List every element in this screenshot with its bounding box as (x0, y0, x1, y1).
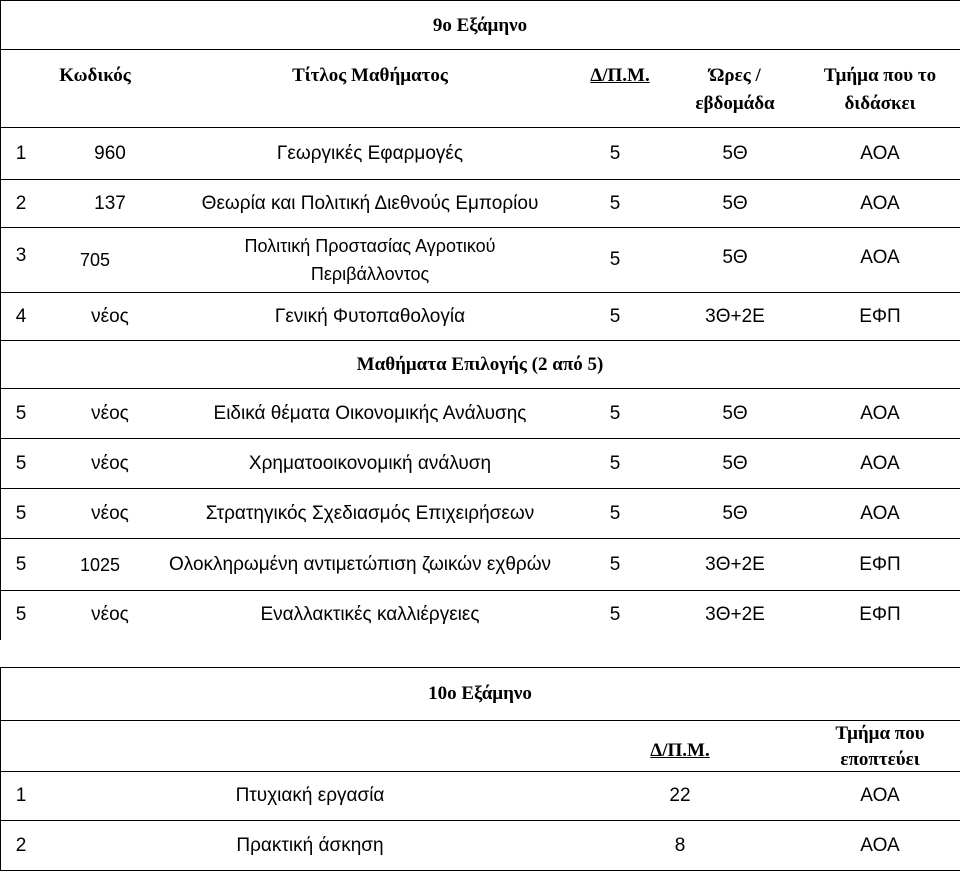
course-ects: 5 (609, 553, 621, 575)
course-department: ΑΟΑ (860, 192, 900, 214)
row-number: 3 (15, 245, 27, 266)
course-title: Εναλλακτικές καλλιέργειες (260, 603, 480, 625)
row-number: 5 (15, 553, 27, 575)
header-department-line2: εποπτεύει (840, 749, 920, 770)
course-title: Γενική Φυτοπαθολογία (274, 305, 466, 327)
course-ects: 5 (609, 603, 621, 625)
course-ects: 5 (609, 249, 621, 270)
semester-10-title: 10ο Εξάμηνο (428, 683, 532, 704)
course-ects: 5 (609, 142, 621, 164)
header-department-line1: Τμήμα που (835, 723, 925, 744)
header-ects: Δ/Π.Μ. (590, 65, 650, 86)
course-department: ΑΟΑ (860, 834, 900, 856)
course-title: Ολοκληρωμένη αντιμετώπιση ζωικών εχθρών (168, 553, 552, 575)
header-hours-line1: Ώρες / (709, 65, 761, 86)
header-code: Κωδικός (59, 65, 131, 86)
course-ects: 5 (609, 502, 621, 524)
course-department: ΕΦΠ (859, 553, 901, 575)
course-code: νέος (91, 305, 129, 327)
course-code: νέος (91, 402, 129, 424)
row-number: 5 (15, 502, 27, 524)
row-number: 2 (15, 192, 27, 214)
course-department: ΑΟΑ (860, 402, 900, 424)
course-code: νέος (91, 502, 129, 524)
header-hours (650, 62, 820, 118)
course-title: Πτυχιακή εργασία (235, 785, 385, 806)
course-department: ΕΦΠ (859, 305, 901, 327)
course-hours: 5Θ (722, 502, 748, 524)
row-number: 5 (15, 603, 27, 625)
course-title: Γεωργικές Εφαρμογές (276, 142, 464, 164)
course-hours: 3Θ+2Ε (705, 603, 765, 625)
course-title: Πρακτική άσκηση (236, 834, 384, 856)
course-ects: 5 (609, 305, 621, 327)
electives-title: Μαθήματα Επιλογής (2 από 5) (356, 353, 604, 375)
course-hours: 5Θ (722, 142, 748, 164)
semester-9-title: 9ο Εξάμηνο (432, 14, 528, 36)
course-code: 137 (94, 192, 126, 214)
course-code: 960 (94, 142, 126, 164)
border (0, 0, 960, 1)
row-number: 5 (15, 452, 27, 474)
course-hours: 5Θ (722, 247, 748, 268)
course-ects: 5 (609, 402, 621, 424)
course-department: ΑΟΑ (860, 142, 900, 164)
header-department-line2: διδάσκει (844, 93, 916, 114)
header-department (800, 721, 960, 773)
course-title: Στρατηγικός Σχεδιασμός Επιχειρήσεων (205, 502, 535, 524)
course-hours: 5Θ (722, 452, 748, 474)
course-department: ΑΟΑ (860, 785, 900, 806)
course-code: 705 (79, 250, 111, 270)
course-ects: 22 (669, 785, 691, 806)
row-number: 2 (15, 834, 27, 856)
course-hours: 5Θ (722, 402, 748, 424)
course-department: ΑΟΑ (860, 247, 900, 268)
course-ects: 5 (609, 192, 621, 214)
header-ects: Δ/Π.Μ. (650, 740, 710, 761)
header-department-line1: Τμήμα που το (823, 65, 937, 86)
course-title: Χρηματοοικονομική ανάλυση (248, 452, 492, 474)
course-title-line2: Περιβάλλοντος (310, 264, 430, 284)
border (0, 870, 960, 871)
border (0, 0, 1, 640)
course-code: νέος (91, 603, 129, 625)
course-code: 1025 (79, 554, 121, 575)
course-title: Ειδικά θέματα Οικονομικής Ανάλυσης (213, 402, 527, 424)
course-title-line1: Πολιτική Προστασίας Αγροτικού (244, 236, 496, 256)
header-hours-line2: εβδομάδα (695, 93, 775, 114)
course-department: ΕΦΠ (859, 603, 901, 625)
course-title (180, 232, 560, 288)
course-ects: 8 (674, 834, 686, 856)
course-hours: 5Θ (722, 192, 748, 214)
row-number: 1 (15, 142, 27, 164)
course-ects: 5 (609, 452, 621, 474)
course-title: Θεωρία και Πολιτική Διεθνούς Εμπορίου (201, 192, 539, 214)
course-hours: 3Θ+2Ε (705, 553, 765, 575)
course-hours: 3Θ+2Ε (705, 305, 765, 327)
course-department: ΑΟΑ (860, 452, 900, 474)
row-number: 5 (15, 402, 27, 424)
row-number: 4 (15, 305, 27, 327)
course-code: νέος (91, 452, 129, 474)
header-course-title: Τίτλος Μαθήματος (292, 65, 448, 86)
course-department: ΑΟΑ (860, 502, 900, 524)
header-department (800, 62, 960, 118)
row-number: 1 (15, 785, 27, 806)
